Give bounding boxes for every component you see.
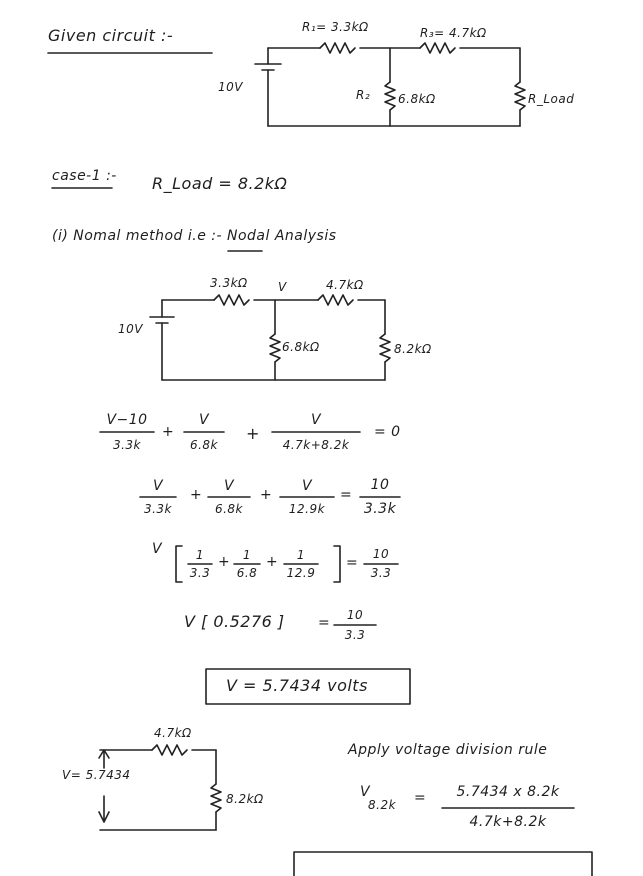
divider-lhs: V bbox=[360, 784, 371, 800]
page-title: Given circuit :- bbox=[48, 26, 174, 45]
eq1-den-2: 6.8k bbox=[189, 438, 219, 452]
eq1-den-1: 3.3k bbox=[112, 438, 142, 452]
case-heading: case-1 :- bbox=[52, 168, 117, 184]
eq3-num-3: 1 bbox=[296, 548, 306, 562]
case-rload: R_Load = 8.2kΩ bbox=[152, 174, 288, 193]
eq4-eq: = bbox=[318, 615, 331, 631]
c2-r2-label: 6.8kΩ bbox=[282, 340, 320, 354]
c3-rload-label: 8.2kΩ bbox=[226, 792, 264, 806]
r2-zigzag bbox=[385, 82, 395, 110]
eq4-lhs: V [ 0.5276 ] bbox=[184, 612, 285, 631]
eq3-den-4: 3.3 bbox=[370, 566, 392, 580]
c3-r-label: 4.7kΩ bbox=[154, 726, 192, 740]
eq3-num-4: 10 bbox=[372, 547, 390, 561]
c2-rload-label: 8.2kΩ bbox=[394, 342, 432, 356]
eq2-den-1: 3.3k bbox=[143, 502, 173, 516]
c3-r-zigzag bbox=[152, 745, 187, 755]
divider-numerator: 5.7434 x 8.2k bbox=[456, 784, 560, 800]
circuit-1 bbox=[255, 43, 525, 126]
eq1-rhs: = 0 bbox=[374, 424, 401, 440]
divider-heading: Apply voltage division rule bbox=[348, 742, 548, 758]
eq4-den: 3.3 bbox=[344, 628, 366, 642]
circuit-2 bbox=[150, 295, 390, 380]
c2-node-label: V bbox=[278, 280, 287, 294]
result-value: V = 5.7434 volts bbox=[226, 676, 368, 695]
rload-zigzag bbox=[515, 82, 525, 110]
r3-zigzag bbox=[420, 43, 455, 53]
method-heading: (i) Nomal method i.e :- Nodal Analysis bbox=[52, 228, 337, 244]
eq2-num-4: 10 bbox=[370, 477, 390, 493]
circuit-3 bbox=[99, 745, 221, 830]
eq3-plus-1: + bbox=[218, 554, 231, 570]
divider-denominator: 4.7k+8.2k bbox=[469, 814, 547, 830]
eq1-plus-1: + bbox=[162, 424, 175, 440]
eq2-den-2: 6.8k bbox=[214, 502, 244, 516]
eq1-num-3: V bbox=[310, 412, 322, 428]
source-label: 10V bbox=[218, 80, 243, 94]
c3-v-label: V= 5.7434 bbox=[62, 768, 131, 782]
eq3-bracket-right bbox=[334, 546, 340, 582]
c2-r3-zigzag bbox=[318, 295, 353, 305]
c2-rload-zigzag bbox=[380, 334, 390, 362]
r1-zigzag bbox=[320, 43, 355, 53]
c3-rload-zigzag bbox=[211, 784, 221, 812]
rload-label: R_Load bbox=[528, 92, 575, 106]
eq3-plus-2: + bbox=[266, 554, 279, 570]
eq2-eq: = bbox=[340, 487, 353, 503]
eq3-den-1: 3.3 bbox=[189, 566, 211, 580]
c2-r1-label: 3.3kΩ bbox=[210, 276, 248, 290]
eq3-eq: = bbox=[346, 555, 359, 571]
eq3-bracket-left bbox=[176, 546, 182, 582]
eq2-num-3: V bbox=[301, 478, 313, 494]
c2-r1-zigzag bbox=[214, 295, 249, 305]
eq3-num-2: 1 bbox=[242, 548, 252, 562]
eq1-num-1: V−10 bbox=[106, 412, 148, 428]
eq1-den-3: 4.7k+8.2k bbox=[282, 438, 350, 452]
eq3-den-3: 12.9 bbox=[286, 566, 316, 580]
r3-label: R₃= 4.7kΩ bbox=[420, 26, 487, 40]
bottom-box bbox=[294, 852, 592, 876]
eq2-num-1: V bbox=[152, 478, 164, 494]
r2-name-label: R₂ bbox=[356, 88, 371, 102]
r2-value-label: 6.8kΩ bbox=[398, 92, 436, 106]
eq1-plus-2: + bbox=[246, 424, 260, 443]
eq2-plus-1: + bbox=[190, 487, 203, 503]
eq3-num-1: 1 bbox=[195, 548, 205, 562]
eq3-v: V bbox=[152, 541, 163, 557]
eq2-num-2: V bbox=[223, 478, 235, 494]
eq2-den-4: 3.3k bbox=[363, 501, 397, 517]
c2-r2-zigzag bbox=[270, 334, 280, 362]
c2-source-label: 10V bbox=[118, 322, 143, 336]
eq2-den-3: 12.9k bbox=[288, 502, 326, 516]
r1-label: R₁= 3.3kΩ bbox=[302, 20, 369, 34]
eq1-num-2: V bbox=[198, 412, 210, 428]
c2-r3-label: 4.7kΩ bbox=[326, 278, 364, 292]
divider-lhs-subscript: 8.2k bbox=[368, 798, 397, 812]
eq2-plus-2: + bbox=[260, 487, 273, 503]
eq3-den-2: 6.8 bbox=[236, 566, 258, 580]
divider-eq: = bbox=[414, 790, 427, 806]
eq4-num: 10 bbox=[346, 608, 364, 622]
